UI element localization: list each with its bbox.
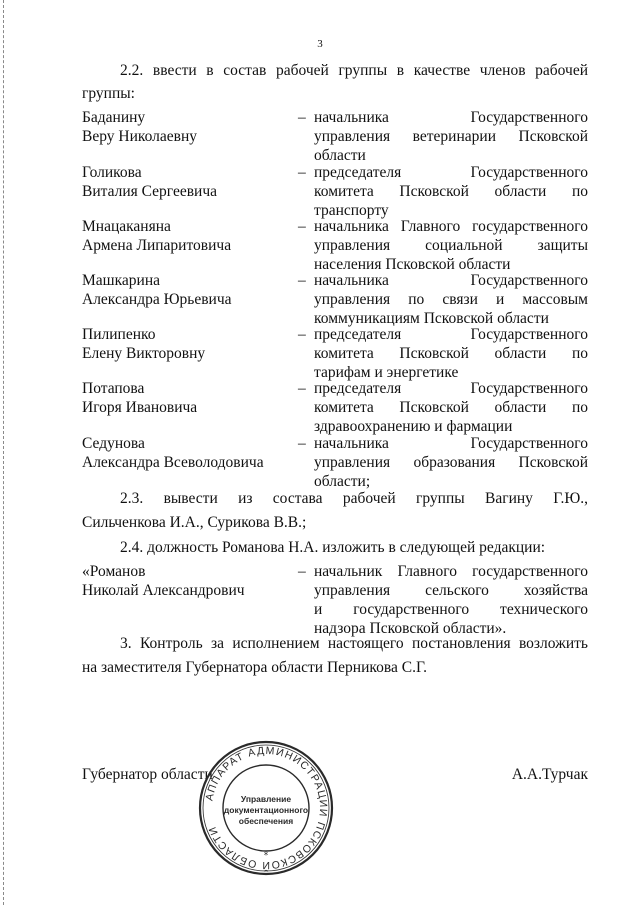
signature-title: Губернатор области — [82, 766, 213, 783]
item-2-3-line2: Сильченкова И.А., Сурикова В.В.; — [82, 514, 307, 531]
member-role: начальника Государственного управления образования Псковской области; — [314, 435, 588, 490]
dash: – — [298, 563, 306, 580]
member-name: Пилипенко Елену Викторовну — [82, 326, 206, 362]
member-role: начальника Главного государственного управления социальной защиты населения Псковской области — [314, 218, 588, 273]
signature-name: А.А.Турчак — [511, 766, 588, 783]
dash: – — [298, 164, 306, 181]
official-stamp — [196, 738, 336, 878]
item-2-2-line1: 2.2. ввести в состав рабочей группы в качестве членов рабочей — [120, 62, 588, 79]
item-2-2-line2: группы: — [82, 85, 135, 102]
member-name: Седунова Александра Всеволодовича — [82, 435, 264, 471]
dash: – — [298, 435, 306, 452]
romanov-name: «Романов Николай Александрович — [82, 563, 245, 599]
stamp-star-icon: * — [263, 851, 269, 861]
item-2-4-line1: 2.4. должность Романова Н.А. изложить в следующей редакции: — [120, 539, 546, 556]
page-number: 3 — [317, 38, 323, 50]
member-role: председателя Государственного комитета Псковской области по тарифам и энергетике — [314, 326, 588, 381]
dash: – — [298, 380, 306, 397]
dash: – — [298, 326, 306, 343]
member-name: Мнацаканяна Армена Липаритовича — [82, 218, 232, 254]
member-role: председателя Государственного комитета Псковской области по транспорту — [314, 164, 588, 219]
member-name: Голикова Виталия Сергеевича — [82, 164, 218, 200]
stamp-center-line-2: документационного — [223, 805, 309, 815]
stamp-center-line-3: обеспечения — [238, 816, 294, 826]
member-role: начальника Государственного управления по связи и массовым коммуникациям Псковской области — [314, 272, 588, 327]
member-role: начальника Государственного управления ветеринарии Псковской области — [314, 109, 588, 164]
romanov-role: начальник Главного государственного управления сельского хозяйства и государственного технического надзора Псковской области». — [314, 563, 588, 637]
stamp-ring-text: АППАРАТ АДМИНИСТРАЦИИ ПСКОВСКОЙ ОБЛАСТИ — [203, 744, 330, 872]
member-role: председателя Государственного комитета Псковской области по здравоохранению и фармации — [314, 380, 588, 435]
dash: – — [298, 272, 306, 289]
margin-dashed-line — [3, 0, 4, 905]
stamp-center-line-1: Управление — [240, 794, 292, 804]
member-name: Баданину Веру Николаевну — [82, 109, 198, 145]
member-name: Машкарина Александра Юрьевича — [82, 272, 232, 308]
item-2-3-line1: 2.3. вывести из состава рабочей группы Вагину Г.Ю., — [120, 490, 588, 507]
member-name: Потапова Игоря Ивановича — [82, 380, 198, 416]
dash: – — [298, 109, 306, 126]
dash: – — [298, 218, 306, 235]
item-3-line2: на заместителя Губернатора области Перникова С.Г. — [82, 659, 428, 676]
item-3-line1: 3. Контроль за исполнением настоящего постановления возложить — [120, 635, 588, 652]
